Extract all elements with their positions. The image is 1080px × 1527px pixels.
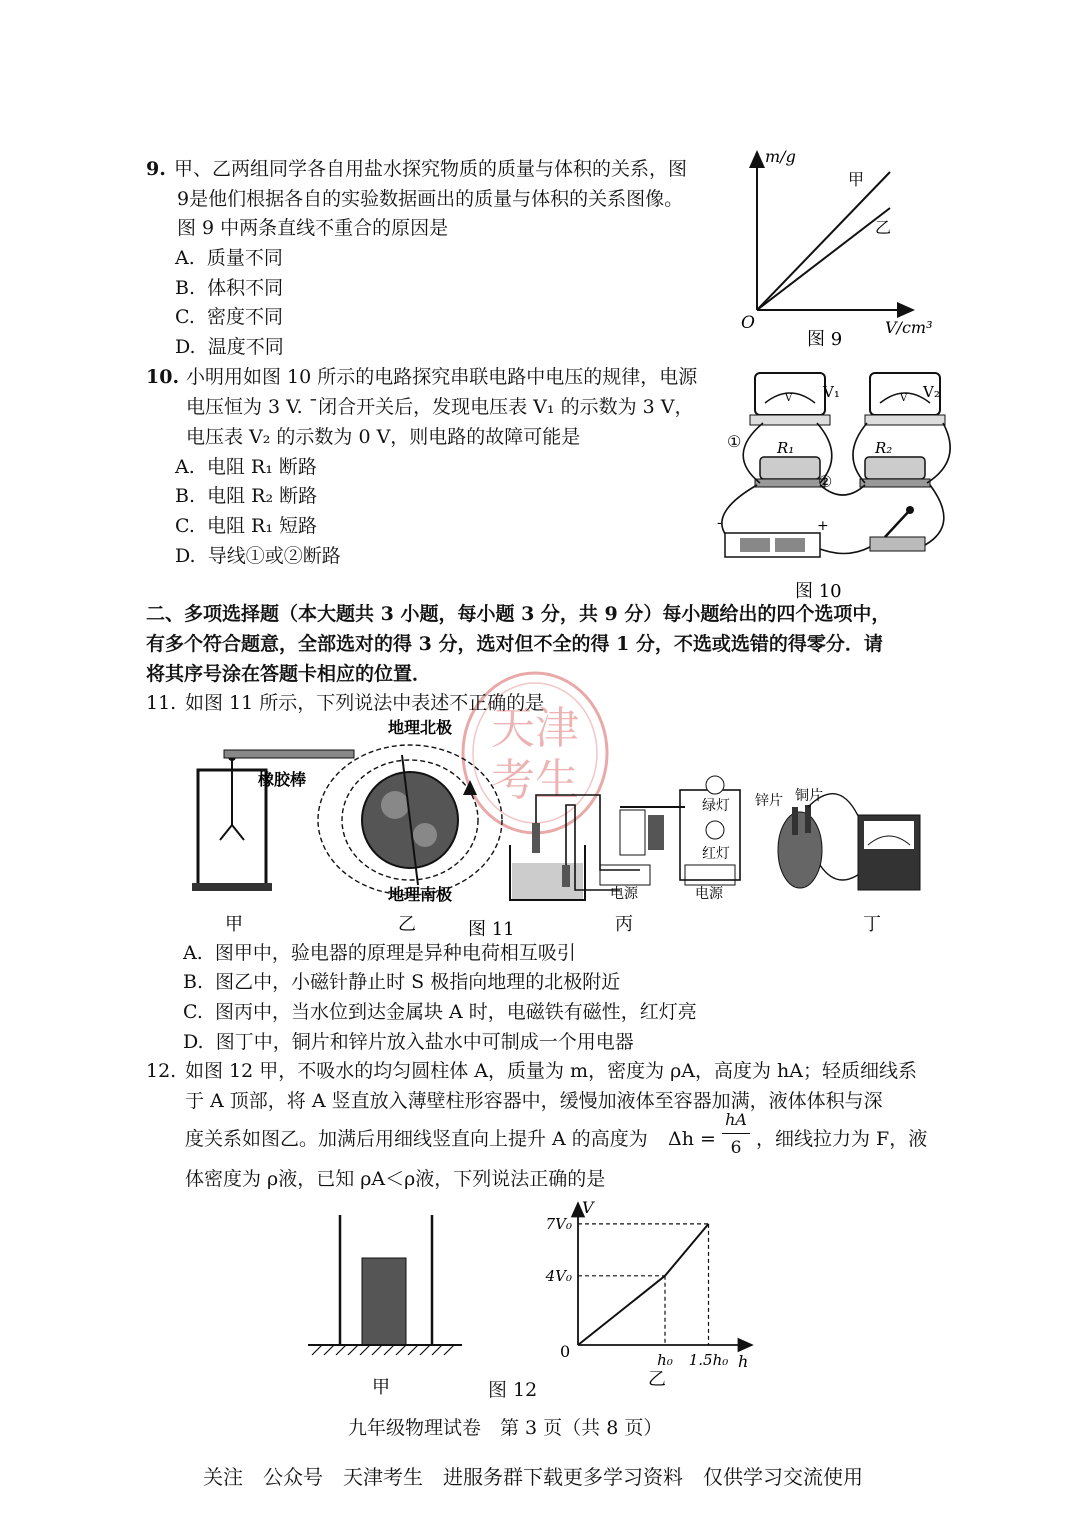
fig11-rod: 橡胶棒 (258, 770, 307, 789)
fig10-wire2: ② (818, 472, 833, 491)
figure-12-chart (530, 1195, 760, 1395)
svg-text:V: V (900, 393, 908, 404)
q12-stem-line2: 于 A 顶部，将 A 竖直放入薄壁柱形容器中，缓慢加液体至容器加满，液体体积与深 (185, 1090, 883, 1112)
q10-option-b[interactable]: B. 电阻 R₂ 断路 (175, 485, 318, 507)
fig11-north: 地理北极 (388, 718, 453, 737)
chart12-ytick-2: 7V₀ (545, 1214, 572, 1233)
q11-option-a[interactable]: A. 图甲中，验电器的原理是异种电荷相互吸引 (183, 942, 576, 964)
q9-option-a[interactable]: A. 质量不同 (175, 247, 283, 269)
q12-stem-line3: 度关系如图乙。加满后用细线竖直向上提升 A 的高度为 (185, 1128, 648, 1150)
q12-frac-num: hA (725, 1110, 747, 1129)
chart12-xtick-2: 1.5h₀ (688, 1351, 729, 1369)
figure-11 (180, 715, 940, 940)
q11-option-c[interactable]: C. 图丙中，当水位到达金属块 A 时，电磁铁有磁性，红灯亮 (183, 1001, 697, 1023)
q9-stem-line3: 图 9 中两条直线不重合的原因是 (177, 217, 449, 239)
q9-stem-line1: 甲、乙两组同学各自用盐水探究物质的质量与体积的关系，图 (174, 158, 688, 180)
q9-stem-line2: 9是他们根据各自的实验数据画出的质量与体积的关系图像。 (177, 188, 684, 210)
fig11-caption: 图 11 (468, 919, 515, 940)
figure-9 (735, 140, 945, 355)
q9-option-b[interactable]: B. 体积不同 (175, 277, 284, 299)
fig10-wire1: ① (727, 432, 742, 451)
chart12-ytick-1: 4V₀ (545, 1266, 572, 1285)
fig12-sub-yi: 乙 (648, 1369, 666, 1390)
water-level-alarm (510, 776, 740, 900)
fig11-sub-jia: 甲 (225, 914, 243, 935)
chart12-xtick-1: h₀ (657, 1351, 673, 1369)
fig10-minus: - (717, 515, 722, 531)
notice-line: 关注 公众号 天津考生 进服务群下载更多学习资料 仅供学习交流使用 (203, 1465, 863, 1489)
q12-stem-line4: 体密度为 ρ液，已知 ρA＜ρ液，下列说法正确的是 (185, 1168, 606, 1190)
fig9-origin: O (741, 313, 755, 333)
q10-option-d[interactable]: D. 导线①或②断路 (175, 545, 341, 567)
q12-frac-den: 6 (730, 1138, 742, 1158)
q12-frac-bar (722, 1133, 750, 1134)
salt-water-battery (778, 794, 920, 890)
q12-stem-line1: 如图 12 甲，不吸水的均匀圆柱体 A，质量为 m，密度为 ρA，高度为 hA；轻质细线系 (185, 1060, 918, 1082)
fig11-power1: 电源 (610, 886, 638, 902)
fig9-line-jia (757, 172, 890, 310)
q9-option-d[interactable]: D. 温度不同 (175, 336, 284, 358)
fig11-south: 地理南极 (388, 885, 453, 904)
battery (725, 533, 820, 557)
fig10-plus: + (817, 518, 829, 534)
fig10-r1: R₁ (777, 439, 795, 457)
fig9-ylabel: m/g (765, 147, 796, 166)
q11-option-b[interactable]: B. 图乙中，小磁针静止时 S 极指向地理的北极附近 (183, 971, 621, 993)
earth-magnetic-field (318, 745, 502, 895)
fig9-label-yi: 乙 (875, 218, 892, 237)
fig11-power2: 电源 (695, 886, 723, 902)
q12-number: 12. (146, 1060, 177, 1082)
section2-line3: 将其序号涂在答题卡相应的位置． (146, 663, 432, 685)
q9-number: 9. (146, 158, 166, 180)
fig9-line-yi (757, 208, 890, 310)
q10-stem-line3: 电压表 V₂ 的示数为 0 V，则电路的故障可能是 (186, 426, 581, 448)
page-footer: 九年级物理试卷 第 3 页（共 8 页） (348, 1417, 663, 1439)
fig9-label-jia: 甲 (848, 170, 865, 189)
fig11-copper: 铜片 (795, 788, 823, 804)
fig11-sub-bing: 丙 (615, 914, 633, 935)
svg-text:V: V (785, 393, 793, 404)
rubber-rod (224, 750, 354, 758)
q9-option-c[interactable]: C. 密度不同 (175, 306, 284, 328)
q10-option-a[interactable]: A. 电阻 R₁ 断路 (175, 456, 317, 478)
chart12-ylabel: V (582, 1198, 594, 1217)
fig10-v2: V₂ (923, 383, 940, 401)
fig11-red: 红灯 (702, 846, 730, 862)
fig9-caption: 图 9 (807, 329, 843, 350)
fig10-caption: 图 10 (795, 581, 842, 602)
fig12-sub-jia: 甲 (372, 1377, 390, 1398)
q10-stem-line2: 电压恒为 3 V. ˉ闭合开关后，发现电压表 V₁ 的示数为 3 V， (186, 396, 694, 418)
fig10-r2: R₂ (875, 439, 893, 457)
fig11-sub-ding: 丁 (863, 914, 881, 935)
fig11-green: 绿灯 (702, 798, 730, 814)
fig11-sub-yi: 乙 (398, 914, 416, 935)
svg-text:天津: 天津 (491, 703, 579, 754)
chart12-xlabel: h (738, 1352, 749, 1371)
fig9-xlabel: V/cm³ (885, 318, 933, 337)
section2-line1: 二、多项选择题（本大题共 3 小题，每小题 3 分，共 9 分）每小题给出的四个选项中， (146, 603, 891, 625)
q12-frac-lead: Δh = (668, 1128, 716, 1150)
q10-stem-line1: 小明用如图 10 所示的电路探究串联电路中电压的规律，电源 (186, 366, 698, 388)
cylinder-a (362, 1258, 406, 1345)
section2-line2: 有多个符合题意，全部选对的得 3 分，选对但不全的得 1 分，不选或选错的得零分．请 (146, 633, 883, 655)
figure-12-jia (300, 1210, 470, 1405)
q10-number: 10. (146, 366, 180, 388)
fig11-zinc: 锌片 (755, 793, 783, 809)
q12-stem-line3-tail: ，细线拉力为 F，液 (756, 1128, 928, 1150)
q10-option-c[interactable]: C. 电阻 R₁ 短路 (175, 515, 318, 537)
voltmeter-v1 (750, 373, 830, 425)
q11-option-d[interactable]: D. 图丁中，铜片和锌片放入盐水中可制成一个用电器 (183, 1031, 634, 1053)
switch (870, 506, 925, 551)
q11-stem: 如图 11 所示，下列说法中表述不正确的是 (185, 692, 545, 714)
resistor-r2 (860, 457, 930, 487)
fig10-v1: V₁ (823, 383, 840, 401)
resistor-r1 (755, 457, 825, 487)
q11-number: 11. (146, 692, 177, 714)
fig12-caption: 图 12 (488, 1379, 538, 1401)
figure-10 (705, 365, 955, 605)
chart12-series-line (578, 1224, 709, 1345)
chart12-origin: 0 (560, 1342, 571, 1361)
svg-text:考生: 考生 (491, 755, 579, 806)
